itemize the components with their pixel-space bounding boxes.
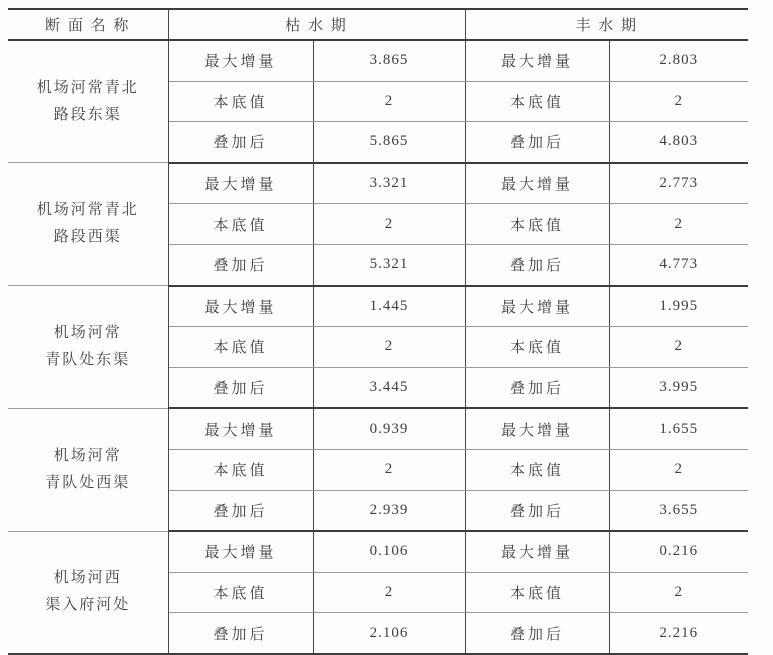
row-label-max-increment: 最大增量 — [465, 40, 609, 81]
wet-sum-value: 2.216 — [659, 624, 699, 641]
row-label-superposed: 叠加后 — [465, 613, 609, 654]
row-label-superposed: 叠加后 — [168, 613, 313, 654]
dry-base-value: 2 — [313, 204, 465, 245]
dry-sum-value: 3.445 — [313, 367, 465, 408]
wet-sum-value: 4.803 — [609, 122, 748, 163]
dry-max-value: 0.106 — [313, 531, 465, 572]
wet-max-value: 1.655 — [609, 408, 748, 449]
row-label-background: 本底值 — [465, 572, 609, 613]
section-name-line1: 机场河西 — [53, 570, 122, 587]
dry-max-value: 0.939 — [313, 408, 465, 449]
wet-max-value: 2.803 — [609, 40, 748, 81]
dry-max-value: 3.321 — [313, 163, 465, 204]
dry-sum-value: 5.321 — [313, 244, 465, 285]
header-wet-season: 丰 水 期 — [465, 9, 748, 40]
row-label-background: 本底值 — [168, 449, 313, 490]
section-name-line1: 机场河常 — [53, 324, 122, 341]
table-row — [8, 408, 748, 449]
section-name-cell — [8, 286, 168, 409]
section-name-line2: 路段东渠 — [53, 106, 122, 123]
wet-sum-value: 3.995 — [609, 367, 748, 408]
row-label-background: 本底值 — [465, 327, 609, 368]
row-label-max-increment: 最大增量 — [168, 40, 313, 81]
dry-sum-value: 2.939 — [313, 490, 465, 531]
section-name-line1: 机场河常青北 — [36, 202, 139, 219]
table-row — [8, 531, 748, 572]
section-name-line1: 机场河常青北 — [36, 79, 139, 96]
row-label-max-increment: 最大增量 — [168, 408, 313, 449]
dry-base-value: 2 — [313, 327, 465, 368]
row-label-superposed: 叠加后 — [168, 122, 313, 163]
water-quality-table — [8, 8, 748, 655]
row-label-background: 本底值 — [465, 204, 609, 245]
wet-sum-value: 4.773 — [609, 244, 748, 285]
wet-max-value: 0.216 — [609, 531, 748, 572]
wet-base-value: 2 — [609, 572, 748, 613]
header-dry-season: 枯 水 期 — [168, 9, 465, 40]
row-label-superposed: 叠加后 — [465, 367, 609, 408]
dry-sum-value: 2.106 — [313, 613, 465, 654]
row-label-max-increment: 最大增量 — [465, 531, 609, 572]
table-header-row — [8, 9, 748, 40]
row-label-background: 本底值 — [168, 327, 313, 368]
wet-base-value: 2 — [609, 204, 748, 245]
wet-max-value: 1.995 — [609, 286, 748, 327]
row-label-max-increment: 最大增量 — [168, 531, 313, 572]
section-name-cell — [8, 40, 168, 163]
dry-base-value: 2 — [313, 81, 465, 122]
row-label-background: 本底值 — [168, 572, 313, 613]
dry-base-value: 2 — [313, 449, 465, 490]
wet-sum-value: 3.655 — [609, 490, 748, 531]
section-name-cell — [8, 408, 168, 531]
table-row — [8, 286, 748, 327]
row-label-superposed: 叠加后 — [168, 367, 313, 408]
row-label-superposed: 叠加后 — [465, 490, 609, 531]
section-name-line2: 青队处西渠 — [45, 474, 131, 491]
dry-max-value: 3.865 — [313, 40, 465, 81]
row-label-background: 本底值 — [168, 81, 313, 122]
section-name-line2: 路段西渠 — [53, 229, 122, 246]
header-section-name: 断 面 名 称 — [8, 9, 168, 40]
dry-max-value: 1.445 — [313, 286, 465, 327]
row-label-superposed: 叠加后 — [465, 244, 609, 285]
section-name-cell — [8, 163, 168, 286]
row-label-superposed: 叠加后 — [168, 490, 313, 531]
row-label-superposed: 叠加后 — [168, 244, 313, 285]
row-label-max-increment: 最大增量 — [465, 286, 609, 327]
section-name-line2: 青队处东渠 — [45, 351, 131, 368]
row-label-background: 本底值 — [168, 204, 313, 245]
row-label-background: 本底值 — [465, 449, 609, 490]
row-label-max-increment: 最大增量 — [168, 286, 313, 327]
dry-base-value: 2 — [313, 572, 465, 613]
dry-sum-value: 5.865 — [313, 122, 465, 163]
table-row — [8, 40, 748, 81]
wet-max-value: 2.773 — [609, 163, 748, 204]
wet-base-value: 2 — [609, 449, 748, 490]
row-label-max-increment: 最大增量 — [465, 408, 609, 449]
section-name-line1: 机场河常 — [53, 447, 122, 464]
row-label-max-increment: 最大增量 — [465, 163, 609, 204]
row-label-max-increment: 最大增量 — [168, 163, 313, 204]
section-name-line2: 渠入府河处 — [45, 597, 131, 614]
wet-base-value: 2 — [609, 327, 748, 368]
row-label-background: 本底值 — [465, 81, 609, 122]
wet-base-value: 2 — [609, 81, 748, 122]
row-label-superposed: 叠加后 — [465, 122, 609, 163]
table-row — [8, 163, 748, 204]
section-name-cell — [8, 531, 168, 654]
